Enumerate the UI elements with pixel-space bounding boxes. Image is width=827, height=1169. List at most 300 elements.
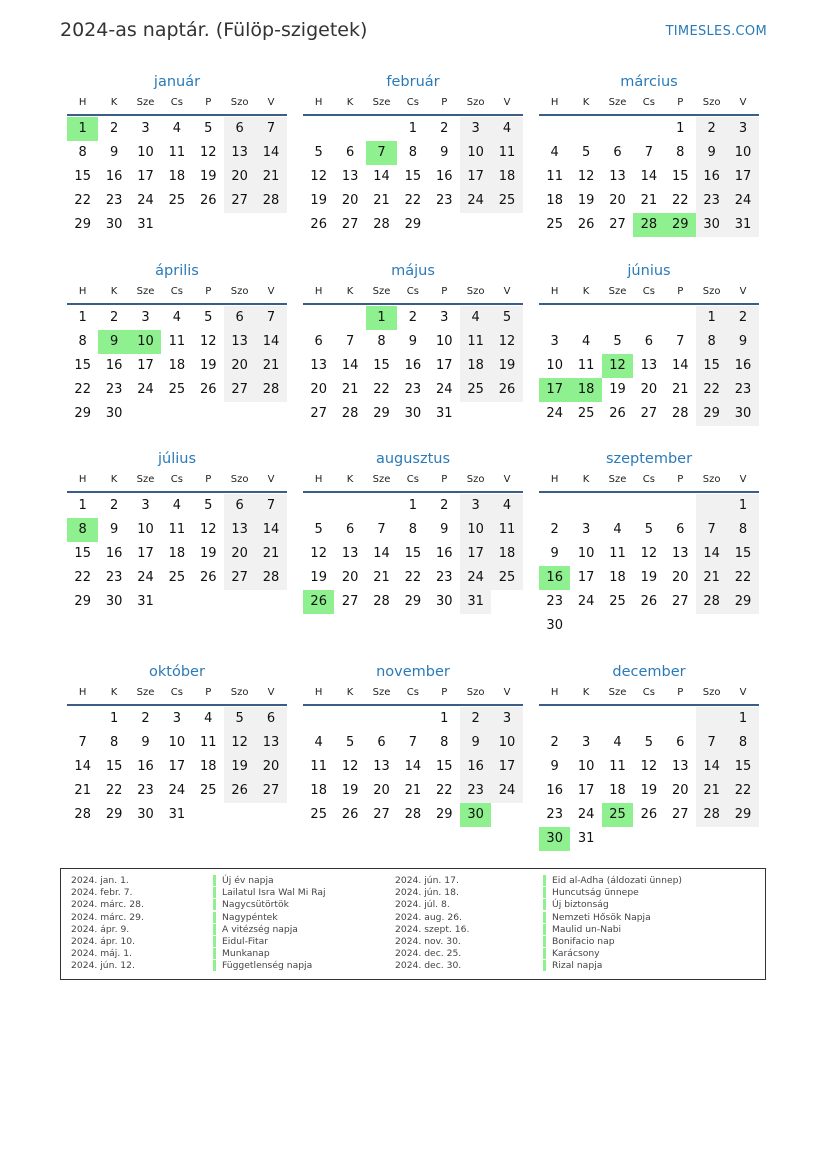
day-cell: 2: [550, 735, 559, 750]
day-cell: 28: [373, 217, 390, 232]
legend-holiday-name: [543, 924, 682, 936]
day-cell: 3: [550, 334, 559, 349]
weekday-label: Cs: [406, 286, 419, 297]
day-cell: 6: [255, 707, 286, 731]
day-cell: 10: [577, 759, 595, 774]
empty-day-cell: [539, 494, 570, 518]
day-cell: 9: [440, 522, 449, 537]
day-cell: 6: [224, 117, 255, 141]
day-cell: 12: [310, 546, 327, 561]
day-cell: 21: [696, 779, 727, 803]
weekday-label: Szo: [466, 286, 485, 297]
day-cell: 13: [224, 330, 255, 354]
day-cell: 20: [224, 542, 255, 566]
weekday-label: Sze: [372, 286, 391, 297]
legend-holiday-name: [543, 899, 682, 911]
empty-day-cell: [727, 614, 758, 638]
day-cell: 23: [546, 594, 563, 609]
weekday-label: V: [739, 97, 747, 108]
day-cell: 21: [255, 354, 286, 378]
day-cell: 26: [199, 570, 217, 585]
weekday-header: [303, 283, 523, 305]
day-cell: 4: [204, 711, 213, 726]
day-cell: 8: [109, 735, 119, 750]
legend-date: 2024. júl. 8.: [395, 899, 450, 911]
day-cell: 2: [696, 117, 727, 141]
day-cell: 10: [168, 735, 186, 750]
weekday-label: P: [205, 474, 212, 485]
day-cell: 20: [671, 570, 689, 585]
month-title: szeptember: [605, 451, 693, 467]
weekday-label: Sze: [608, 687, 627, 698]
day-cell: 15: [671, 169, 689, 184]
weekday-label: V: [503, 474, 511, 485]
holiday-legend: [60, 868, 766, 980]
day-cell: 10: [727, 141, 758, 165]
day-grid: [67, 707, 287, 827]
weekday-label: K: [110, 97, 118, 108]
day-cell: 22: [696, 378, 727, 402]
weekday-label: Sze: [608, 286, 627, 297]
day-cell: 16: [404, 358, 422, 373]
day-cell: 20: [373, 783, 390, 798]
day-cell: 19: [609, 382, 626, 397]
empty-day-cell: [570, 614, 601, 638]
day-cell: 26: [224, 779, 255, 803]
day-cell: 30: [727, 402, 758, 426]
day-cell: 18: [310, 783, 327, 798]
month-title: augusztus: [375, 451, 451, 467]
empty-day-cell: [491, 213, 522, 237]
weekday-label: Sze: [372, 97, 391, 108]
day-cell: 30: [696, 213, 727, 237]
day-cell: 15: [696, 354, 727, 378]
day-cell: 17: [137, 169, 154, 184]
day-cell: 11: [199, 735, 217, 750]
day-cell: 5: [345, 735, 355, 750]
empty-day-cell: [366, 117, 397, 141]
day-cell: 5: [204, 498, 213, 513]
day-cell: 6: [345, 522, 355, 537]
day-cell: 6: [314, 334, 323, 349]
weekday-label: V: [267, 97, 275, 108]
day-cell: 19: [224, 755, 255, 779]
day-cell: 23: [105, 382, 123, 397]
holiday-day-cell: 10: [130, 330, 161, 354]
day-cell: 3: [460, 117, 491, 141]
empty-day-cell: [602, 827, 633, 851]
day-cell: 23: [404, 382, 422, 397]
day-cell: 25: [491, 189, 522, 213]
day-cell: 28: [671, 406, 689, 421]
day-cell: 7: [644, 145, 653, 160]
empty-day-cell: [633, 306, 664, 330]
month-title: június: [627, 263, 671, 279]
day-cell: 23: [435, 193, 453, 208]
month-block: [539, 72, 759, 237]
day-cell: 1: [408, 498, 417, 513]
day-cell: 14: [640, 169, 658, 184]
day-cell: 16: [435, 546, 453, 561]
weekday-label: V: [739, 286, 747, 297]
holiday-day-cell: 1: [366, 306, 397, 330]
day-cell: 11: [168, 522, 186, 537]
empty-day-cell: [696, 494, 727, 518]
day-cell: 25: [168, 570, 186, 585]
day-cell: 8: [408, 522, 417, 537]
day-cell: 13: [671, 546, 689, 561]
legend-holiday-name-text: Eid al-Adha (áldozati ünnep): [543, 875, 682, 886]
day-cell: 14: [255, 518, 286, 542]
weekday-label: K: [346, 687, 354, 698]
month-title: január: [153, 74, 201, 90]
day-cell: 5: [224, 707, 255, 731]
day-cell: 15: [404, 169, 422, 184]
day-cell: 24: [577, 594, 595, 609]
holiday-day-cell: 18: [570, 378, 601, 402]
day-cell: 29: [727, 590, 758, 614]
day-cell: 24: [137, 193, 154, 208]
day-cell: 26: [199, 193, 217, 208]
day-cell: 25: [310, 807, 327, 822]
legend-holiday-name: [543, 875, 682, 887]
day-cell: 19: [640, 783, 658, 798]
legend-holiday-name-text: Bonifacio nap: [543, 936, 615, 947]
legend-holiday-name: [213, 960, 326, 972]
day-cell: 7: [377, 522, 386, 537]
month-title: március: [620, 74, 678, 90]
holiday-day-cell: 16: [539, 566, 570, 590]
weekday-label: Sze: [372, 687, 391, 698]
day-cell: 15: [74, 358, 91, 373]
legend-holiday-name: [543, 912, 682, 924]
empty-day-cell: [633, 827, 664, 851]
empty-day-cell: [334, 494, 365, 518]
day-cell: 22: [727, 566, 758, 590]
month-block: [539, 662, 759, 851]
weekday-label: P: [441, 286, 448, 297]
day-cell: 22: [435, 783, 453, 798]
day-cell: 29: [404, 217, 422, 232]
weekday-label: P: [677, 474, 684, 485]
day-cell: 30: [546, 618, 563, 633]
day-cell: 10: [577, 546, 595, 561]
day-cell: 26: [491, 378, 522, 402]
weekday-label: Cs: [406, 687, 419, 698]
weekday-header: [67, 471, 287, 493]
day-cell: 25: [491, 566, 522, 590]
weekday-label: V: [267, 286, 275, 297]
weekday-label: K: [582, 687, 590, 698]
empty-day-cell: [303, 707, 334, 731]
empty-day-cell: [224, 803, 255, 827]
day-cell: 19: [199, 169, 217, 184]
weekday-label: Cs: [406, 474, 419, 485]
day-cell: 31: [577, 831, 595, 846]
legend-date: 2024. márc. 28.: [71, 899, 144, 911]
weekday-header: [539, 283, 759, 305]
day-cell: 3: [440, 310, 449, 325]
weekday-label: H: [78, 286, 87, 297]
month-title: december: [612, 664, 686, 680]
empty-day-cell: [633, 117, 664, 141]
empty-day-cell: [602, 707, 633, 731]
day-cell: 23: [696, 189, 727, 213]
day-cell: 5: [204, 121, 213, 136]
day-grid: [539, 117, 759, 237]
day-cell: 17: [727, 165, 758, 189]
day-cell: 25: [168, 193, 186, 208]
day-cell: 25: [460, 378, 491, 402]
day-cell: 19: [341, 783, 359, 798]
weekday-label: K: [110, 474, 118, 485]
empty-day-cell: [161, 402, 192, 426]
month-title: november: [376, 664, 450, 680]
day-cell: 13: [341, 169, 359, 184]
day-cell: 24: [460, 189, 491, 213]
empty-day-cell: [696, 614, 727, 638]
month-block: [303, 662, 523, 827]
empty-day-cell: [334, 117, 365, 141]
day-cell: 27: [671, 594, 689, 609]
empty-day-cell: [727, 827, 758, 851]
legend-holiday-name: [213, 924, 326, 936]
legend-holiday-name: [543, 887, 682, 899]
day-cell: 26: [640, 807, 658, 822]
empty-day-cell: [366, 707, 397, 731]
day-cell: 18: [168, 546, 186, 561]
day-cell: 1: [727, 707, 758, 731]
day-cell: 22: [105, 783, 123, 798]
day-cell: 22: [671, 193, 689, 208]
day-cell: 3: [141, 310, 150, 325]
day-grid: [303, 117, 523, 237]
day-cell: 6: [345, 145, 355, 160]
day-cell: 2: [141, 711, 150, 726]
day-cell: 2: [440, 498, 449, 513]
weekday-label: P: [205, 286, 212, 297]
day-cell: 14: [696, 755, 727, 779]
day-cell: 12: [640, 546, 658, 561]
day-cell: 26: [577, 217, 595, 232]
day-cell: 21: [640, 193, 658, 208]
day-cell: 15: [74, 169, 91, 184]
month-block: [303, 261, 523, 426]
day-cell: 15: [727, 755, 758, 779]
holiday-day-cell: 12: [602, 354, 633, 378]
day-cell: 27: [224, 378, 255, 402]
legend-date: 2024. febr. 7.: [71, 887, 133, 899]
day-cell: 25: [168, 382, 186, 397]
day-cell: 19: [310, 570, 327, 585]
day-cell: 26: [341, 807, 359, 822]
legend-dates-column-1: [71, 875, 144, 973]
empty-day-cell: [193, 402, 224, 426]
day-cell: 24: [491, 779, 522, 803]
weekday-label: Szo: [702, 97, 721, 108]
day-cell: 3: [727, 117, 758, 141]
day-cell: 23: [546, 807, 563, 822]
day-cell: 10: [546, 358, 563, 373]
day-cell: 7: [255, 494, 286, 518]
day-cell: 5: [491, 306, 522, 330]
day-cell: 9: [550, 759, 559, 774]
day-grid: [67, 117, 287, 237]
day-cell: 11: [491, 141, 522, 165]
day-cell: 11: [491, 518, 522, 542]
holiday-day-cell: 30: [460, 803, 491, 827]
day-cell: 16: [105, 358, 123, 373]
day-cell: 25: [609, 594, 626, 609]
weekday-label: V: [503, 687, 511, 698]
legend-holiday-name: [213, 875, 326, 887]
day-cell: 31: [460, 590, 491, 614]
day-cell: 23: [137, 783, 154, 798]
weekday-label: Sze: [136, 97, 155, 108]
month-title: október: [149, 664, 205, 680]
legend-date: 2024. nov. 30.: [395, 935, 461, 947]
holiday-day-cell: 7: [366, 141, 397, 165]
weekday-label: Cs: [170, 474, 183, 485]
weekday-label: Szo: [466, 97, 485, 108]
day-cell: 11: [168, 145, 186, 160]
legend-date: 2024. ápr. 9.: [71, 923, 130, 935]
day-cell: 12: [577, 169, 595, 184]
holiday-day-cell: 1: [67, 117, 98, 141]
day-cell: 9: [696, 141, 727, 165]
day-cell: 26: [310, 217, 327, 232]
weekday-label: Sze: [136, 286, 155, 297]
day-cell: 18: [168, 358, 186, 373]
day-cell: 24: [460, 566, 491, 590]
site-link[interactable]: TIMESLES.COM: [665, 24, 767, 39]
empty-day-cell: [633, 707, 664, 731]
weekday-label: V: [267, 687, 275, 698]
day-cell: 29: [105, 807, 123, 822]
day-cell: 17: [137, 546, 154, 561]
day-cell: 18: [546, 193, 563, 208]
holiday-day-cell: 17: [539, 378, 570, 402]
weekday-label: Szo: [466, 474, 485, 485]
weekday-label: K: [346, 474, 354, 485]
day-cell: 8: [440, 735, 449, 750]
day-cell: 4: [613, 735, 622, 750]
day-cell: 19: [199, 358, 217, 373]
day-cell: 8: [78, 334, 87, 349]
legend-names-column-2: [543, 875, 682, 973]
empty-day-cell: [602, 117, 633, 141]
weekday-label: Szo: [230, 286, 249, 297]
weekday-header: [67, 283, 287, 305]
day-cell: 4: [491, 117, 522, 141]
weekday-label: H: [78, 97, 87, 108]
empty-day-cell: [224, 590, 255, 614]
day-cell: 29: [727, 803, 758, 827]
day-cell: 12: [341, 759, 359, 774]
day-grid: [539, 494, 759, 638]
day-cell: 4: [581, 334, 591, 349]
day-cell: 27: [640, 406, 658, 421]
empty-day-cell: [366, 494, 397, 518]
day-cell: 4: [550, 145, 559, 160]
legend-holiday-name-text: Új biztonság: [543, 899, 609, 910]
day-cell: 26: [199, 382, 217, 397]
day-cell: 17: [137, 358, 154, 373]
day-cell: 18: [460, 354, 491, 378]
empty-day-cell: [130, 402, 161, 426]
weekday-header: [539, 471, 759, 493]
day-cell: 1: [676, 121, 685, 136]
legend-date: 2024. jan. 1.: [71, 875, 129, 886]
weekday-label: Cs: [642, 474, 655, 485]
day-cell: 3: [172, 711, 181, 726]
day-cell: 7: [408, 735, 417, 750]
weekday-label: Sze: [608, 97, 627, 108]
day-cell: 18: [609, 783, 626, 798]
day-cell: 21: [255, 542, 286, 566]
day-cell: 15: [74, 546, 91, 561]
day-cell: 14: [404, 759, 422, 774]
empty-day-cell: [539, 117, 570, 141]
day-cell: 6: [613, 145, 622, 160]
month-title: április: [155, 263, 199, 279]
legend-holiday-name-text: Függetlenség napja: [213, 960, 312, 971]
day-cell: 6: [224, 494, 255, 518]
holiday-day-cell: 25: [602, 803, 633, 827]
day-cell: 28: [373, 594, 390, 609]
weekday-label: K: [110, 687, 118, 698]
day-cell: 4: [172, 310, 181, 325]
day-cell: 8: [78, 145, 87, 160]
day-cell: 29: [404, 594, 422, 609]
day-cell: 22: [404, 193, 422, 208]
day-cell: 1: [78, 310, 87, 325]
day-cell: 22: [404, 570, 422, 585]
day-cell: 11: [460, 330, 491, 354]
day-cell: 31: [168, 807, 186, 822]
day-cell: 7: [696, 518, 727, 542]
weekday-header: [303, 471, 523, 493]
day-cell: 27: [224, 566, 255, 590]
day-cell: 2: [408, 310, 417, 325]
day-cell: 17: [460, 165, 491, 189]
day-cell: 2: [109, 121, 119, 136]
day-cell: 20: [255, 755, 286, 779]
day-cell: 21: [255, 165, 286, 189]
day-cell: 20: [224, 165, 255, 189]
holiday-day-cell: 9: [98, 330, 129, 354]
weekday-label: H: [314, 687, 323, 698]
day-cell: 20: [341, 193, 359, 208]
weekday-label: Szo: [230, 687, 249, 698]
day-cell: 3: [581, 522, 591, 537]
day-cell: 26: [640, 594, 658, 609]
day-cell: 19: [199, 546, 217, 561]
day-cell: 2: [109, 310, 119, 325]
legend-holiday-name-text: A vitézség napja: [213, 924, 298, 935]
day-cell: 23: [105, 570, 123, 585]
day-cell: 9: [141, 735, 150, 750]
day-cell: 14: [341, 358, 359, 373]
day-cell: 12: [310, 169, 327, 184]
weekday-label: Cs: [642, 687, 655, 698]
month-block: [303, 449, 523, 614]
legend-holiday-name-text: Lailatul Isra Wal Mi Raj: [213, 887, 326, 898]
day-cell: 14: [696, 542, 727, 566]
day-cell: 31: [137, 217, 154, 232]
day-cell: 3: [141, 121, 150, 136]
empty-day-cell: [255, 402, 286, 426]
